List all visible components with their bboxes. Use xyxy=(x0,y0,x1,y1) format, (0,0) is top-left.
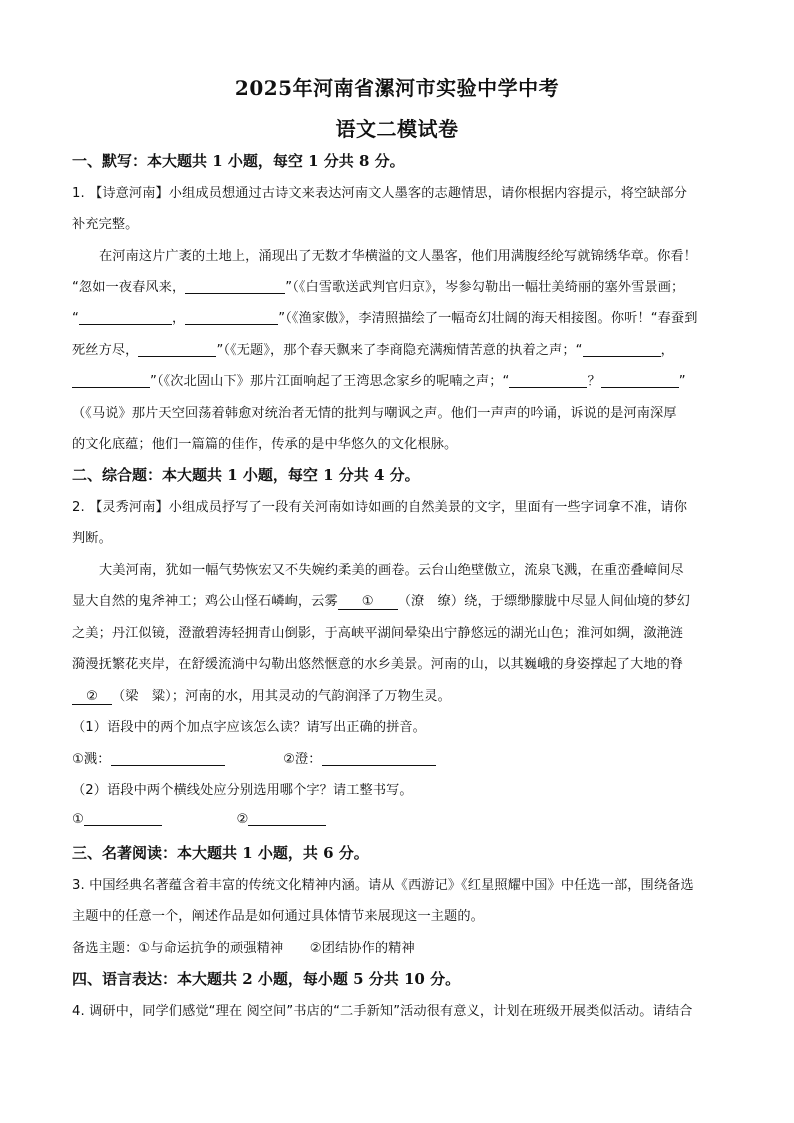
s1-para-line7: 的文化底蕴；他们一篇篇的佳作，传承的是中华悠久的文化根脉。 xyxy=(72,437,458,452)
s1-text: ”（《白雪歌送武判官归京》，岑参勾勒出一幅壮美绮丽的塞外雪景画； xyxy=(285,280,685,295)
s1-text: ”（《次北固山下》那片江面响起了王湾思念家乡的呢喃之声；“ xyxy=(150,374,510,389)
char-blank-2[interactable] xyxy=(248,811,326,826)
char-blank-1[interactable] xyxy=(84,811,162,826)
answer-blank-1[interactable] xyxy=(185,279,285,294)
s1-text: ” xyxy=(678,374,686,389)
char-label-1: ① xyxy=(72,812,84,827)
answer-blank-8[interactable] xyxy=(601,373,679,388)
answer-blank-7[interactable] xyxy=(509,373,587,388)
s1-text: 死丝方尽， xyxy=(72,343,139,358)
answer-blank-fill-1[interactable]: ① xyxy=(338,594,398,610)
q1-text-line2: 补充完整。 xyxy=(72,217,139,232)
s1-para-line6: （《马说》那片天空回荡着韩愈对统治者无情的批判与嘲讽之声。他们一声声的吟诵，诉说的是河南深厚 xyxy=(72,406,677,421)
s1-text: ”（《无题》，那个春天飘来了李商隐充满痴情苦意的执着之声；“ xyxy=(216,343,583,358)
s2-text: （梁 粱）；河南的水，用其灵动的气韵润泽了万物生灵。 xyxy=(112,689,451,704)
s2-text: （潦 缭）绕，于缥缈朦胧中尽显人间仙境的梦幻 xyxy=(397,594,691,609)
q3-text-line2: 主题中的任意一个，阐述作品是如何通过具体情节来展现这一主题的。 xyxy=(72,909,484,924)
q2-text-line2: 判断。 xyxy=(72,531,112,546)
q3-themes: 备选主题：①与命运抗争的顽强精神 ②团结协作的精神 xyxy=(72,941,415,956)
s1-text: ， xyxy=(171,311,186,326)
s2-para-line5 xyxy=(72,685,451,705)
s2-text: 显大自然的鬼斧神工；鸡公山怪石嶙峋，云雾 xyxy=(72,594,338,609)
s1-text: ， xyxy=(660,343,674,358)
s1-para-line1: 在河南这片广袤的土地上，涌现出了无数才华横溢的文人墨客，他们用满腹经纶写就锦绣华章。你看！ xyxy=(99,249,697,264)
pinyin-blank-1[interactable] xyxy=(111,751,225,766)
section1-heading: 一、默写：本大题共 1 小题，每空 1 分共 8 分。 xyxy=(72,152,405,170)
q2-text-line1: 2. 【灵秀河南】小组成员抒写了一段有关河南如诗如画的自然美景的文字，里面有一些字词拿不准，请你 xyxy=(72,500,688,515)
q1-text-line1: 1. 【诗意河南】小组成员想通过古诗文来表达河南文人墨客的志趣情思，请你根据内容提示，将空缺部分 xyxy=(72,186,688,201)
s1-text: “ xyxy=(72,311,79,326)
s1-text: ”（《渔家傲》，李清照描绘了一幅奇幻壮阔的海天相接图。你听！“春蚕到 xyxy=(278,311,698,326)
s1-para-line3 xyxy=(72,307,698,326)
s1-para-line2 xyxy=(72,276,684,295)
char-label-2: ② xyxy=(236,812,249,827)
s1-para-line5 xyxy=(72,370,686,389)
s2-sub2-question: （2）语段中两个横线处应分别选用哪个字？请工整书写。 xyxy=(72,783,413,798)
section3-heading: 三、名著阅读：本大题共 1 小题，共 6 分。 xyxy=(72,844,369,862)
s1-text: “忽如一夜春风来， xyxy=(72,280,186,295)
answer-blank-4[interactable] xyxy=(138,342,216,357)
exam-title-line1: 2025年河南省漯河市实验中学中考 xyxy=(234,76,560,100)
answer-blank-3[interactable] xyxy=(185,310,278,325)
pinyin-label-1: ①溅： xyxy=(72,752,111,767)
section4-heading: 四、语言表达：本大题共 2 小题，每小题 5 分共 10 分。 xyxy=(72,970,461,988)
answer-blank-fill-2[interactable]: ② xyxy=(72,689,112,705)
answer-blank-5[interactable] xyxy=(583,342,661,357)
pinyin-blank-2[interactable] xyxy=(322,751,436,766)
exam-title-line2: 语文二模试卷 xyxy=(335,117,459,141)
section2-heading: 二、综合题：本大题共 1 小题，每空 1 分共 4 分。 xyxy=(72,466,420,484)
s2-para-line3: 之美；丹江似镜，澄澈碧涛轻拥青山倒影，于高峡平湖间晕染出宁静悠远的湖光山色；淮河如绸，潋滟涟 xyxy=(72,626,684,641)
q3-text-line1: 3. 中国经典名著蕴含着丰富的传统文化精神内涵。请从《西游记》《红星照耀中国》中任选一部，围绕备选 xyxy=(72,878,694,893)
s2-para-line4: 漪漫抚繁花夹岸，在舒缓流淌中勾勒出悠然惬意的水乡美景。河南的山，以其巍峨的身姿撑起了大地的脊 xyxy=(72,657,684,672)
s2-sub2-answers xyxy=(72,811,326,827)
s1-text: ？ xyxy=(587,374,601,389)
s2-sub1-answers xyxy=(72,748,436,767)
pinyin-label-2: ②澄： xyxy=(283,752,322,767)
answer-blank-6[interactable] xyxy=(72,373,150,388)
q4-text-line1: 4. 调研中，同学们感觉“理在 阅空间”书店的“二手新知”活动很有意义，计划在班级开展类似活动。请结合 xyxy=(72,1004,693,1019)
s2-para-line1: 大美河南，犹如一幅气势恢宏又不失婉约柔美的画卷。云台山绝壁傲立，流泉飞溅，在重峦叠嶂间尽 xyxy=(99,563,684,578)
answer-blank-2[interactable] xyxy=(79,310,172,325)
s2-sub1-question: （1）语段中的两个加点字应该怎么读？请写出正确的拼音。 xyxy=(72,720,426,735)
s2-para-line2 xyxy=(72,590,690,610)
s1-para-line4 xyxy=(72,339,674,358)
